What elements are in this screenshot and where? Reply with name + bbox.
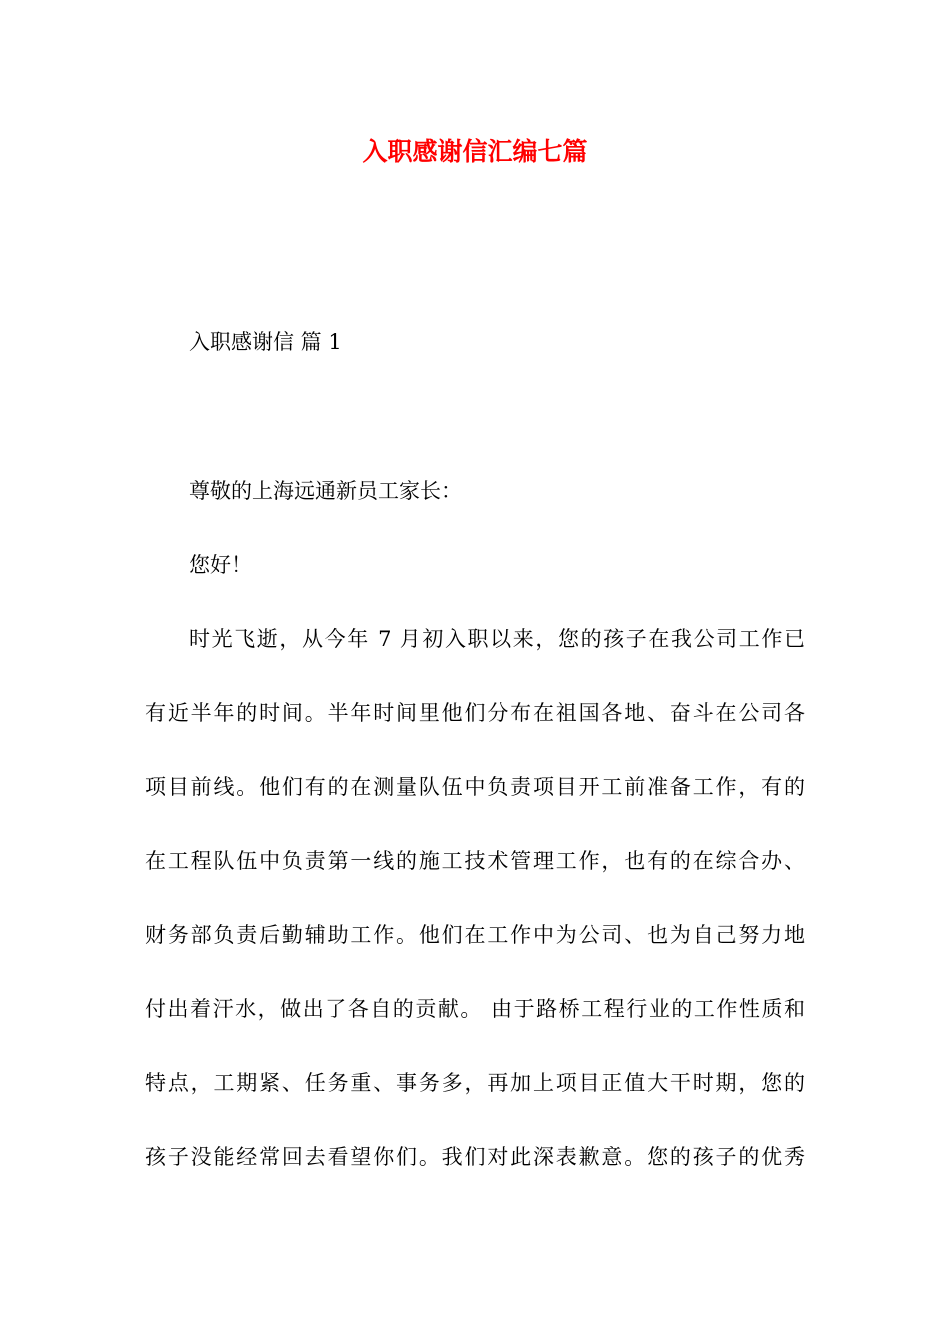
section-heading: 入职感谢信 篇 1 bbox=[189, 330, 342, 354]
paragraph-line-4: 在工程队伍中负责第一线的施工技术管理工作，也有的在综合办、 bbox=[145, 849, 805, 873]
paragraph-line-5: 财务部负责后勤辅助工作。他们在工作中为公司、也为自己努力地 bbox=[145, 923, 805, 947]
paragraph-line-7: 特点，工期紧、任务重、事务多，再加上项目正值大干时期，您的 bbox=[145, 1071, 805, 1095]
document-title: 入职感谢信汇编七篇 bbox=[362, 137, 588, 166]
salutation: 尊敬的上海远通新员工家长： bbox=[189, 479, 462, 503]
paragraph-line-6: 付出着汗水，做出了各自的贡献。 由于路桥工程行业的工作性质和 bbox=[145, 997, 805, 1021]
paragraph-line-2: 有近半年的时间。半年时间里他们分布在祖国各地、奋斗在公司各 bbox=[145, 701, 805, 725]
paragraph-line-1: 时光飞逝，从今年 7 月初入职以来，您的孩子在我公司工作已 bbox=[189, 627, 805, 651]
paragraph-line-8: 孩子没能经常回去看望你们。我们对此深表歉意。您的孩子的优秀 bbox=[145, 1145, 805, 1169]
paragraph-line-3: 项目前线。他们有的在测量队伍中负责项目开工前准备工作，有的 bbox=[145, 775, 805, 799]
greeting: 您好！ bbox=[189, 553, 252, 577]
